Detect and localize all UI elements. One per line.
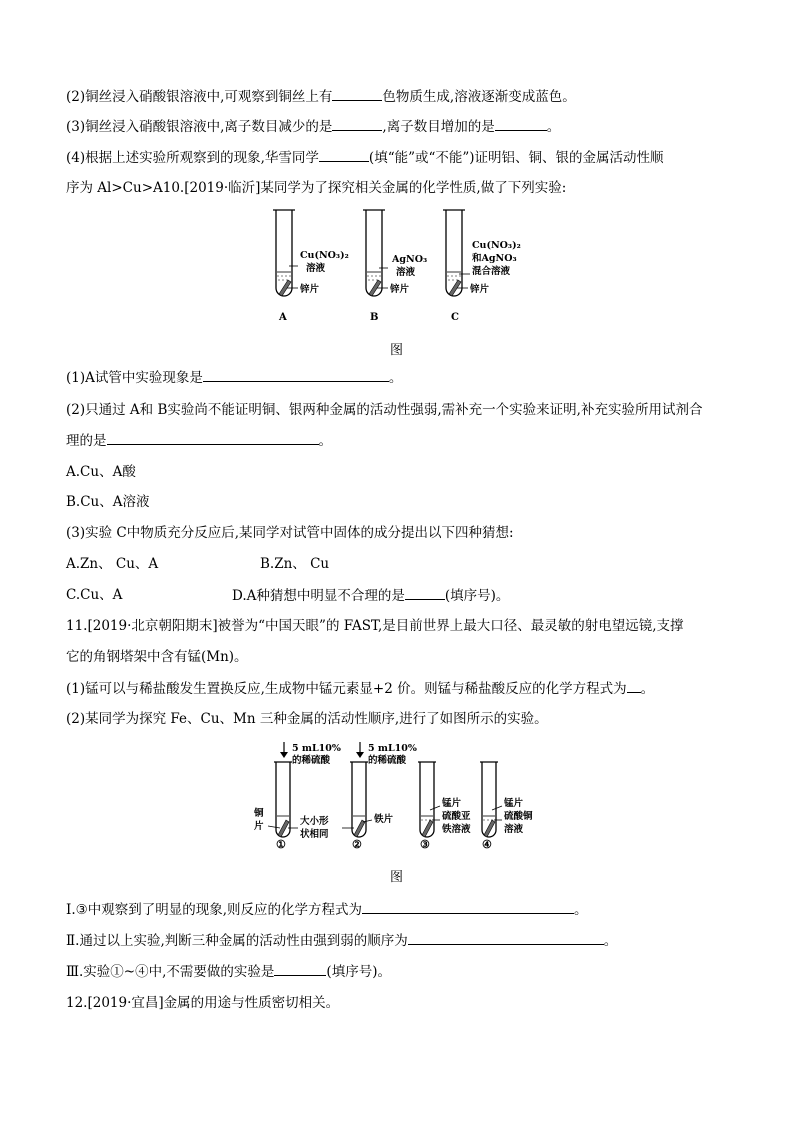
tube-c-metal-label: 锌片 <box>470 284 490 295</box>
guess-b: B.Zn、 Cu <box>260 556 330 572</box>
tube-c-letter: C <box>451 312 459 323</box>
problem-12: 12.[2019·宜昌]金属的用途与性质密切相关。 <box>66 995 340 1011</box>
line-text: (填序号)。 <box>326 964 391 980</box>
question-2-cont <box>66 432 332 449</box>
answer-blank[interactable] <box>495 118 547 131</box>
text-line-question-10 <box>66 180 566 196</box>
line-text: (1)锰可以与稀盐酸发生置换反应,生成物中锰元素显+2 价。则锰与稀盐酸反应的化学方程式为 <box>66 681 627 697</box>
tube-a-solution-label: 溶液 <box>306 263 326 274</box>
problem-11-cont: 它的角钢塔架中含有锰(Mn)。 <box>66 649 248 665</box>
acid-label-1b: 的稀硫酸 <box>292 755 331 766</box>
acid-label-2b: 的稀硫酸 <box>368 755 407 766</box>
line-text: ,离子数目增加的是 <box>382 119 495 135</box>
solution-label-3a: 硫酸亚 <box>442 811 471 822</box>
answer-blank[interactable] <box>362 901 574 914</box>
answer-blank[interactable] <box>107 432 319 445</box>
mn-label-4: 锰片 <box>504 798 524 809</box>
tube-number-3: ③ <box>420 838 430 851</box>
result-iii <box>66 963 391 980</box>
figure-caption-2: 图 <box>390 870 404 885</box>
tube-a-metal-label: 锌片 <box>300 284 320 295</box>
line-text: 。 <box>318 433 332 449</box>
acid-label-2a: 5 mL10% <box>368 743 417 754</box>
tube-b-solution-formula: AgNO₃ <box>392 254 428 265</box>
tube-number-2: ② <box>352 838 362 851</box>
line-text: 。 <box>640 681 655 697</box>
line-text: 。 <box>603 933 618 949</box>
line-text: (2)铜丝浸入硝酸银溶液中,可观察到铜丝上有 <box>66 89 333 105</box>
test-tube-3 <box>418 762 471 851</box>
tube-a-solution-formula: Cu(NO₃)₂ <box>300 250 349 261</box>
answer-blank[interactable] <box>332 118 382 131</box>
test-tube-a <box>273 210 349 323</box>
line-text: (2)只通过 A和 B实验尚不能证明铜、银两种金属的活动性强弱,需补充一个实验来证明,补充实验所用试剂合 <box>66 402 703 418</box>
tube-b-letter: B <box>370 312 379 323</box>
line-text: Ⅰ.③中观察到了明显的现象,则反应的化学方程式为 <box>66 902 363 918</box>
text-line-3-ions <box>66 118 560 135</box>
tube-a-letter: A <box>279 312 287 323</box>
guess-a: A.Zn、 Cu、A <box>66 556 159 572</box>
acid-label-1a: 5 mL10% <box>292 743 341 754</box>
result-ii <box>66 932 617 949</box>
copper-label-1: 铜 <box>254 808 264 819</box>
option-a: A.Cu、A酸 <box>66 464 136 480</box>
test-tube-b <box>363 210 427 323</box>
tube-c-solution-formula: Cu(NO₃)₂ <box>472 240 521 251</box>
line-text: (3)铜丝浸入硝酸银溶液中,离子数目减少的是 <box>66 119 333 135</box>
line-text: D.A种猜想中明显不合理的是 <box>232 588 405 604</box>
line-text: Ⅲ.实验①~④中,不需要做的实验是 <box>66 964 275 980</box>
guess-d <box>232 587 509 604</box>
problem-11: 11.[2019·北京朝阳期末]被誉为“中国天眼”的 FAST,是目前世界上最大口径、最灵敏的射电望远镜,支撑 <box>66 618 684 634</box>
question-3: (3)实验 C中物质充分反应后,某同学对试管中固体的成分提出以下四种猜想: <box>66 525 514 541</box>
answer-blank[interactable] <box>627 680 641 693</box>
guess-c: C.Cu、A <box>66 587 123 603</box>
solution-label-3b: 铁溶液 <box>442 824 471 835</box>
text-line-2-observation <box>66 88 576 105</box>
test-tube-1 <box>253 742 341 851</box>
answer-blank[interactable] <box>405 587 445 600</box>
figure-caption: 图 <box>390 343 404 358</box>
tube-number-1: ① <box>276 838 286 851</box>
tube-b-solution-label: 溶液 <box>396 267 416 278</box>
figure-metal-activity-experiment <box>248 740 548 852</box>
mn-label-3: 锰片 <box>442 798 462 809</box>
problem-11-q1 <box>66 680 654 697</box>
line-text: (1)A试管中实验现象是 <box>66 370 203 386</box>
answer-blank[interactable] <box>319 149 369 162</box>
text-line-4-conclusion <box>66 149 664 166</box>
problem-11-q2: (2)某同学为探究 Fe、Cu、Mn 三种金属的活动性顺序,进行了如图所示的实验。 <box>66 711 548 727</box>
line-text: Ⅱ.通过以上实验,判断三种金属的活动性由强到弱的顺序为 <box>66 933 408 949</box>
answer-blank[interactable] <box>408 932 604 945</box>
answer-blank[interactable] <box>274 963 326 976</box>
line-text: 。 <box>546 119 561 135</box>
tube-number-4: ④ <box>482 838 492 851</box>
line-text: (填“能”或“不能”)证明铝、铜、银的金属活动性顺 <box>368 150 664 166</box>
line-text: (填序号)。 <box>444 588 510 604</box>
tube-c-solution-formula-2: 和AgNO₃ <box>472 253 517 264</box>
question-1 <box>66 369 402 386</box>
option-b: B.Cu、A溶液 <box>66 494 150 510</box>
line-text: 。 <box>388 370 403 386</box>
line-text: 色物质生成,溶液逐渐变成蓝色。 <box>382 89 576 105</box>
iron-label: 铁片 <box>374 814 394 825</box>
same-size-label-1: 大小形 <box>300 816 329 827</box>
result-i <box>66 901 588 918</box>
same-size-label-2: 状相同 <box>300 829 329 840</box>
tube-b-metal-label: 锌片 <box>390 284 410 295</box>
copper-label-2: 片 <box>254 821 264 832</box>
answer-blank[interactable] <box>203 369 389 382</box>
solution-label-4a: 硫酸铜 <box>504 811 533 822</box>
figure-test-tubes-abc <box>260 208 550 328</box>
line-text: (4)根据上述实验所观察到的现象,华雪同学 <box>66 150 319 166</box>
test-tube-2 <box>342 742 417 851</box>
solution-label-4b: 溶液 <box>504 824 524 835</box>
tube-c-solution-label: 混合溶液 <box>472 266 511 277</box>
test-tube-4 <box>480 762 533 851</box>
answer-blank[interactable] <box>332 88 382 101</box>
question-2 <box>66 402 702 418</box>
test-tube-c <box>443 210 521 323</box>
line-text: 序为 Al>Cu>A10.[2019·临沂]某同学为了探究相关金属的化学性质,做了下列实验: <box>66 180 567 196</box>
line-text: 理的是 <box>66 433 107 449</box>
line-text: 。 <box>574 902 588 918</box>
